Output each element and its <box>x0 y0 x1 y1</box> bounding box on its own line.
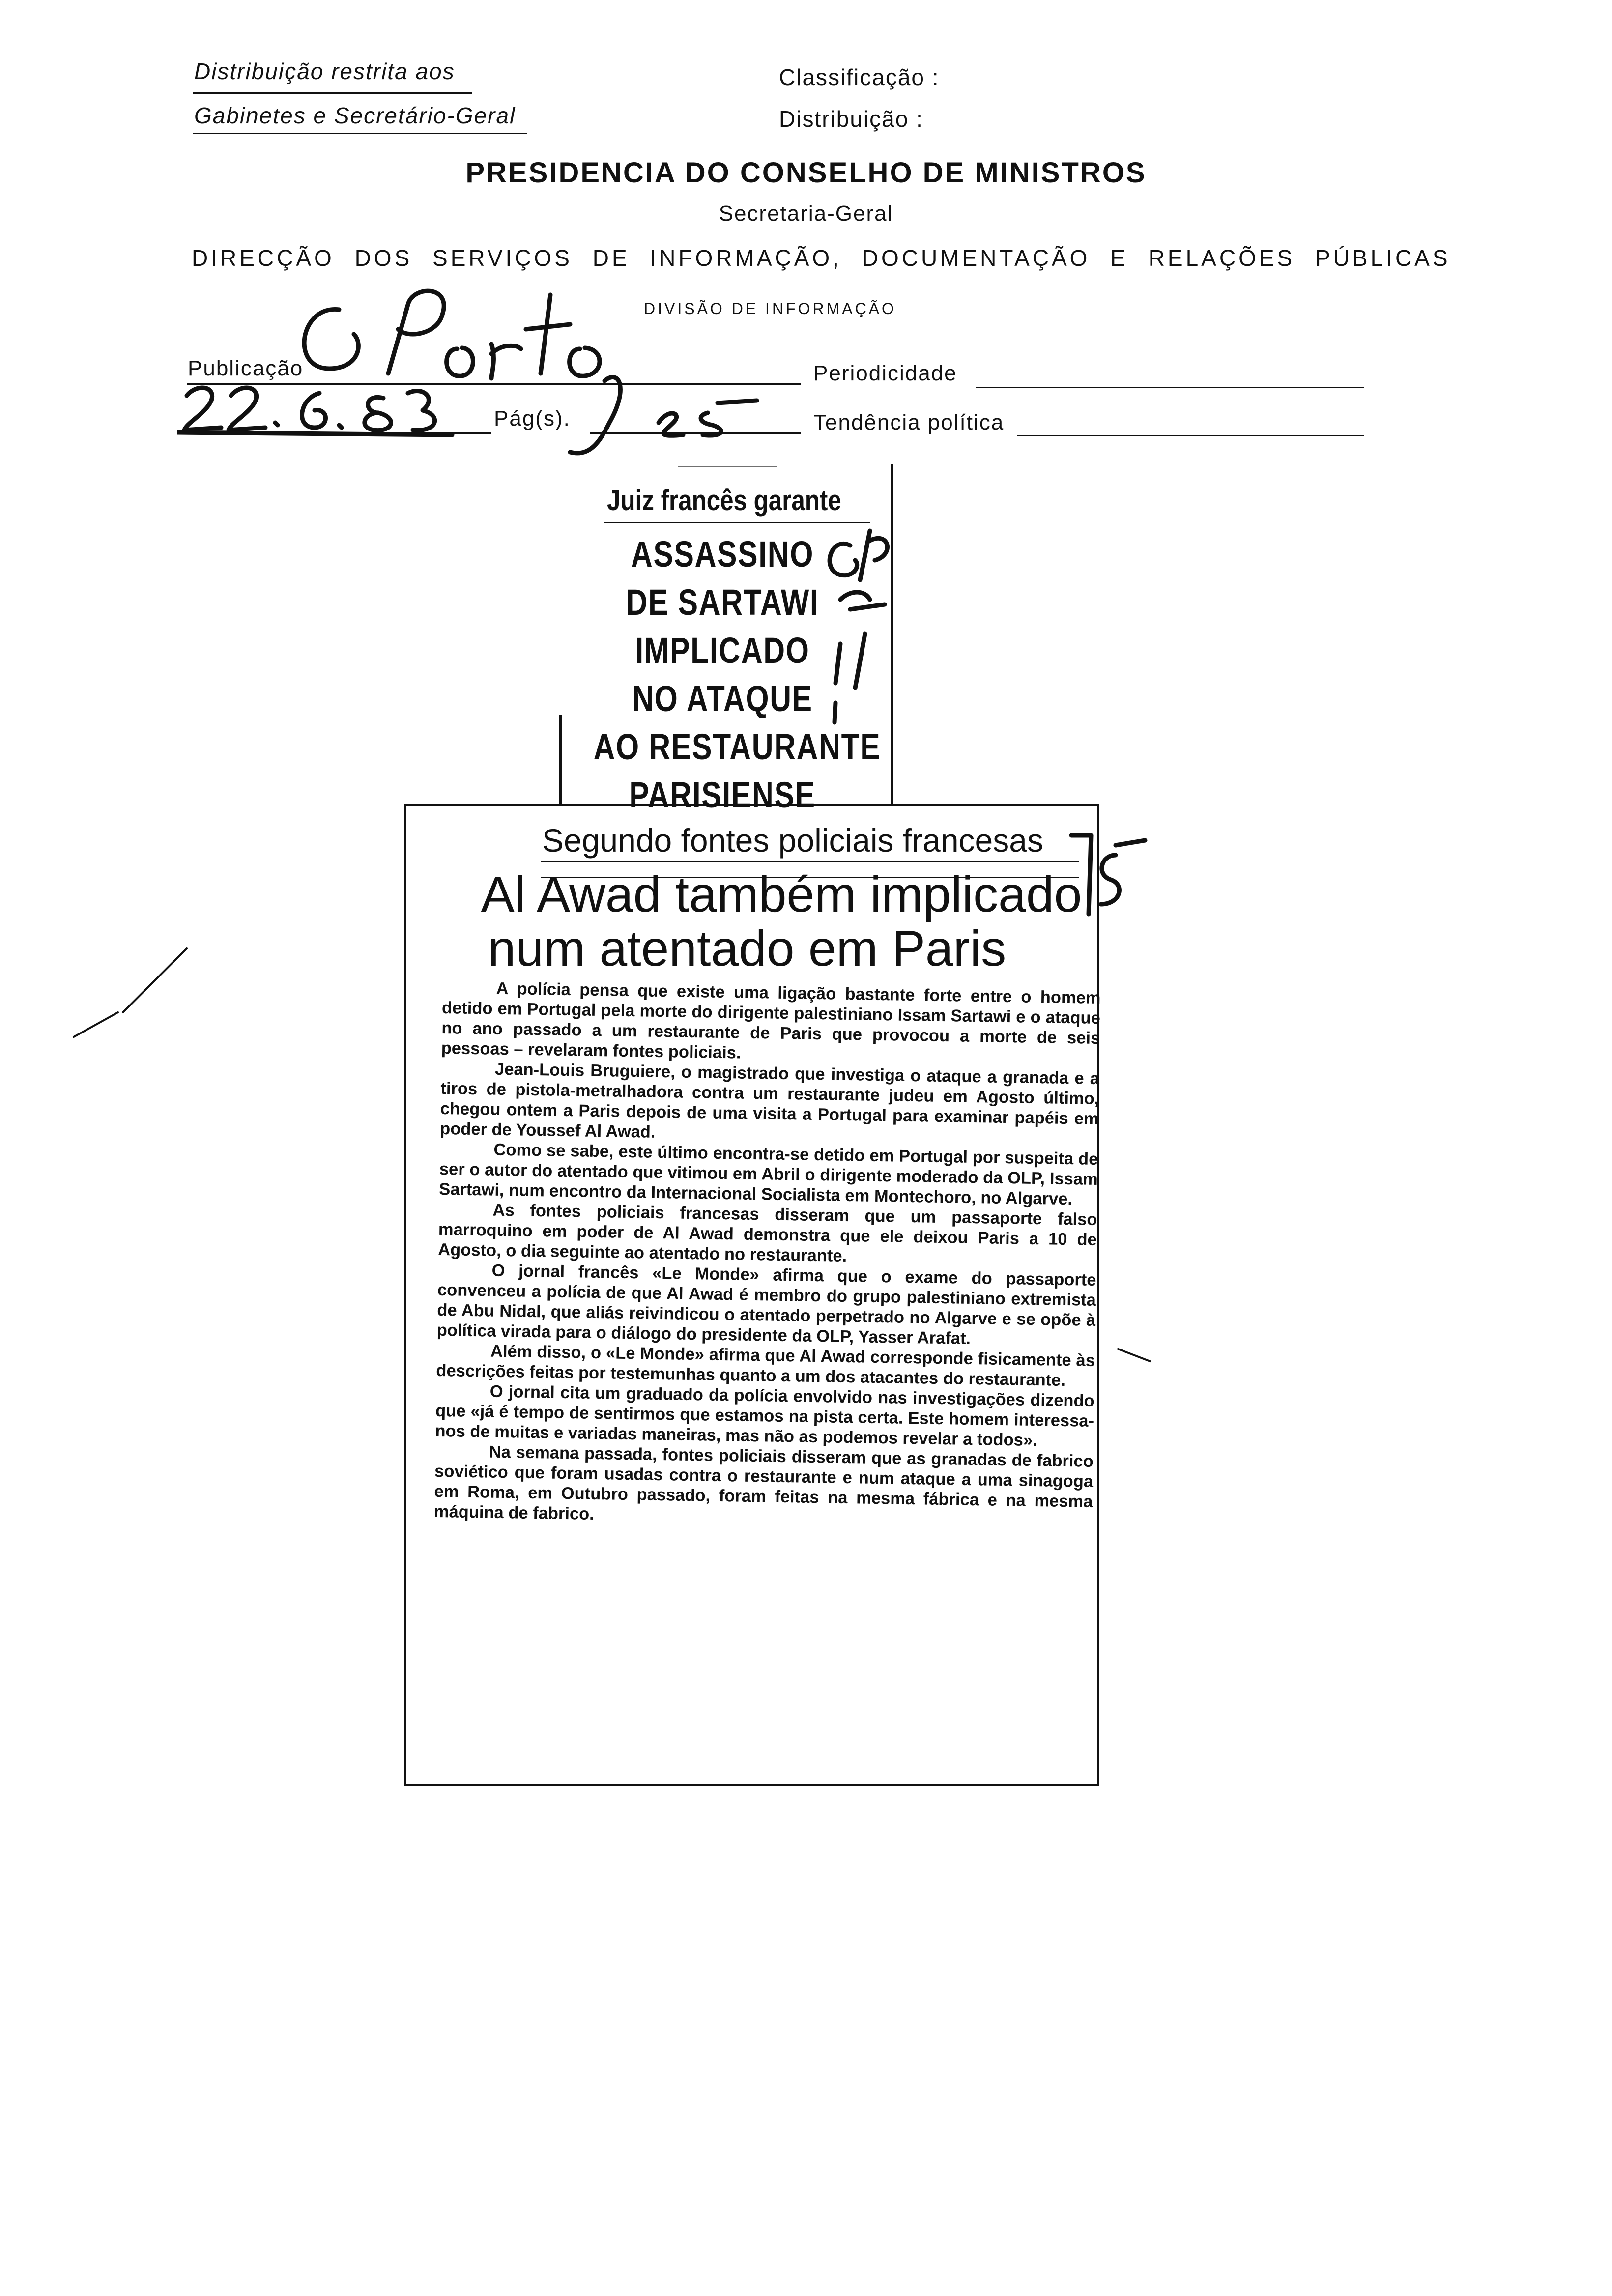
headline-line-1: ASSASSINO <box>631 534 814 574</box>
headline-line-4: NO ATAQUE <box>632 678 813 719</box>
scan-mark-icon <box>69 944 197 1042</box>
clipping-margin-mark-icon <box>1062 826 1150 919</box>
headline-top-dash <box>678 466 777 467</box>
article-paragraph-2: Jean-Louis Bruguiere, o magistrado que investiga o ataque a granada e a tiros de pistola-metralhadora contra um restaurante judeu em Agosto último, chegou ontem a Paris depois de uma visita a Portugal para examinar papéis em poder de Youssef Al Awad. <box>439 1060 1100 1142</box>
restriction-underline-2 <box>193 133 527 134</box>
article-paragraph-3: Como se sabe, este último encontra-se detido em Portugal por suspeita de ser o autor do atentado que vitimou em Abril o dirigente moderado da OLP, Issam Sartawi, num encontro da Internacional Socialista em Montechoro, no Algarve. <box>438 1140 1098 1209</box>
headline-line-6: PARISIENSE <box>629 775 816 815</box>
article-paragraph-4: As fontes policiais francesas disseram que um passaporte falso marroquino em poder de Al Awad demonstra que ele deixou Paris a 10 de Agosto, o dia seguinte ao atentado no restaurante. <box>438 1201 1097 1265</box>
page-subtitle: Secretaria-Geral <box>719 201 893 226</box>
pags-label: Pág(s). <box>494 406 571 430</box>
clipping-article <box>434 978 1101 1532</box>
article-paragraph-5: O jornal francês «Le Monde» afirma que o exame do passaporte convenceu a polícia de que Al Awad é membro do grupo palestiniano extremista de Abu Nidal, que aliás reivindicou o atentado perpetrado no Algarve e se opõe à política virada para o diálogo do presidente da OLP, Yasser Arafat. <box>436 1261 1096 1348</box>
article-paragraph-7: O jornal cita um graduado da polícia envolvido nas investigações dizendo que «já é tempo de sentirmos que estamos na pista certa. Este homem interessa-nos de muitas e variadas maneiras, mas não as podemos revelar a todos». <box>435 1382 1094 1450</box>
distribuicao-label: Distribuição : <box>779 106 923 132</box>
restriction-underline-1 <box>193 92 472 94</box>
headline-kicker: Juiz francês garante <box>607 485 841 517</box>
divisao-heading: DIVISÃO DE INFORMAÇÃO <box>644 300 896 317</box>
headline-line-2: DE SARTAWI <box>626 582 819 623</box>
headline-kicker-underline <box>604 522 870 523</box>
headline-left-rule <box>559 715 562 804</box>
periodicidade-line <box>976 387 1364 388</box>
periodicidade-label: Periodicidade <box>813 361 957 385</box>
clipping-kicker: Segundo fontes policiais francesas <box>542 822 1043 859</box>
article-paragraph-1: A polícia pensa que existe uma ligação bastante forte entre o homem detido em Portugal pela morte do dirigente palestiniano Issam Sartawi e o ataque no ano passado a um restaurante de Paris que provocou a morte de seis pessoas – revelaram fontes policiais. <box>441 979 1101 1062</box>
headline-line-3: IMPLICADO <box>635 630 810 671</box>
restriction-line-1: Distribuição restrita aos <box>194 58 455 84</box>
scan-tick-icon <box>1116 1347 1155 1366</box>
article-paragraph-8: Na semana passada, fontes policiais disseram que as granadas de fabrico soviético que foram usadas contra o restaurante e num ataque a uma sinagoga em Roma, em Outubro passado, foram feitas na mesma fábrica e na mesma máquina de fabrico. <box>433 1442 1094 1523</box>
restriction-line-2: Gabinetes e Secretário-Geral <box>194 103 516 128</box>
headline-line-5: AO RESTAURANTE <box>593 726 881 767</box>
article-paragraph-6: Além disso, o «Le Monde» afirma que Al Awad corresponde fisicamente às descrições feitas por testemunhas quanto a um dos atacantes do restaurante. <box>436 1342 1095 1390</box>
headline-margin-marks-icon <box>821 526 909 732</box>
handwritten-annotation-icon <box>177 275 816 472</box>
clipping-title-line-2: num atentado em Paris <box>488 920 1007 976</box>
tendencia-label: Tendência política <box>813 410 1005 434</box>
page-title: PRESIDENCIA DO CONSELHO DE MINISTROS <box>465 157 1147 189</box>
publicacao-label: Publicação <box>188 356 304 380</box>
tendencia-line <box>1017 435 1364 436</box>
direccao-heading: DIRECÇÃO DOS SERVIÇOS DE INFORMAÇÃO, DOCUMENTAÇÃO E RELAÇÕES PÚBLICAS <box>192 245 1451 271</box>
classificacao-label: Classificação : <box>779 64 940 90</box>
clipping-title-line-1: Al Awad também implicado <box>481 866 1082 922</box>
clipping-kicker-underline <box>541 861 1079 862</box>
